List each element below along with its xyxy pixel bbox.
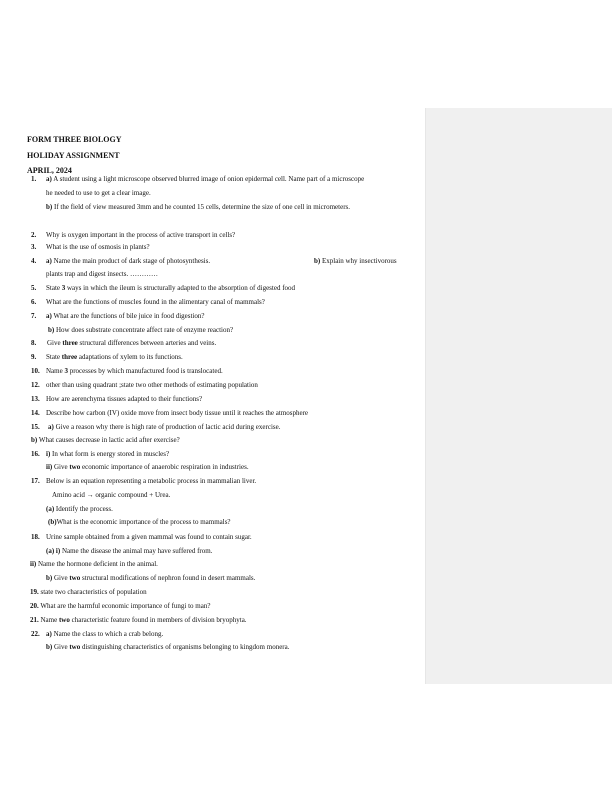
question-line xyxy=(48,518,231,527)
question-text: What causes decrease in lactic acid after exercise? xyxy=(37,436,180,444)
question-text: Name xyxy=(38,616,59,624)
bold-text: b) xyxy=(314,257,321,265)
question-line xyxy=(46,270,158,279)
question-number: 6. xyxy=(31,298,37,306)
question-line xyxy=(46,243,150,252)
question-number: 8. xyxy=(31,339,37,347)
question-number: 2. xyxy=(31,231,37,239)
bold-text: (b) xyxy=(48,518,57,526)
question-text: Give a reason why there is high rate of production of lactic acid during exercise. xyxy=(53,423,281,431)
question-line xyxy=(46,477,256,486)
question-text: What are the functions of muscles found in the alimentary canal of mammals? xyxy=(46,298,265,306)
bold-text: a) xyxy=(48,423,54,431)
question-number: 16. xyxy=(31,450,40,458)
question-number: 17. xyxy=(31,477,40,485)
bold-text: (a) i) xyxy=(46,547,61,555)
question-text: Identify the process. xyxy=(54,505,113,513)
question-line xyxy=(314,257,397,266)
question-number: 4. xyxy=(31,257,37,265)
question-line xyxy=(30,616,247,625)
question-line xyxy=(31,436,180,445)
question-text: What are the functions of bile juice in food digestion? xyxy=(51,312,205,320)
question-line xyxy=(46,463,249,472)
bold-text: b) xyxy=(46,643,53,651)
question-line xyxy=(46,643,290,652)
question-text: What are the harmful economic importance of fungi to man? xyxy=(38,602,211,610)
question-line xyxy=(46,505,113,514)
document-title: FORM THREE BIOLOGY xyxy=(27,135,122,144)
question-text: other than using quadrant ;state two other methods of estimating population xyxy=(46,381,258,389)
document-subtitle: HOLIDAY ASSIGNMENT xyxy=(27,151,120,160)
bold-text: 20. xyxy=(30,602,39,610)
question-text: Name the disease the animal may have suffered from. xyxy=(60,547,213,555)
comments-margin-panel xyxy=(425,108,612,684)
bold-text: (a) xyxy=(46,505,55,513)
question-line xyxy=(46,630,163,639)
document-date: APRIL, 2024 xyxy=(27,166,72,175)
bold-text: b) xyxy=(46,574,53,582)
question-text: Give xyxy=(52,643,70,651)
question-text: Name xyxy=(46,367,65,375)
bold-text: two xyxy=(69,463,81,471)
bold-text: three xyxy=(62,339,78,347)
bold-text: a) xyxy=(46,257,52,265)
bold-text: 3 xyxy=(64,367,68,375)
question-line xyxy=(30,560,158,569)
bold-text: two xyxy=(58,616,70,624)
bold-text: a) xyxy=(46,175,52,183)
question-line xyxy=(46,450,169,459)
bold-text: ii) xyxy=(30,560,37,568)
question-line xyxy=(46,298,265,307)
question-number: 13. xyxy=(31,395,40,403)
question-line xyxy=(46,353,183,362)
question-text: How does substrate concentrate affect rate of enzyme reaction? xyxy=(54,326,234,334)
question-text: How are aerenchyma tissues adapted to their functions? xyxy=(46,395,203,403)
bold-text: two xyxy=(69,643,81,651)
question-line xyxy=(30,588,147,597)
question-text: Why is oxygen important in the process of active transport in cells? xyxy=(46,231,236,239)
question-text: economic importance of anaerobic respiration in industries. xyxy=(80,463,249,471)
question-line xyxy=(46,395,202,404)
question-text: Give xyxy=(52,463,70,471)
bold-text: b) xyxy=(31,436,38,444)
question-line xyxy=(46,312,205,321)
bold-text: 3 xyxy=(61,284,66,292)
question-text: characteristic feature found in members of division bryophyta. xyxy=(69,616,247,624)
question-line xyxy=(47,339,216,348)
question-number: 1. xyxy=(31,175,37,183)
question-text: State xyxy=(46,284,62,292)
question-text: he needed to use to get a clear image. xyxy=(46,189,151,197)
question-line xyxy=(48,326,233,335)
question-number: 3. xyxy=(31,243,37,251)
question-line xyxy=(30,602,210,611)
question-text: If the field of view measured 3mm and he counted 15 cells, determine the size of one cell in micrometers. xyxy=(52,203,351,211)
bold-text: 19. xyxy=(30,588,39,596)
question-text: structural modifications of nephron found in desert mammals. xyxy=(80,574,256,582)
question-text: Give xyxy=(52,574,70,582)
question-line xyxy=(52,491,170,500)
question-number: 7. xyxy=(31,312,37,320)
question-line xyxy=(46,231,235,240)
question-line xyxy=(46,381,258,390)
question-text: plants trap and digest insects. ………… xyxy=(46,270,158,278)
question-text: state two characteristics of population xyxy=(38,588,147,596)
question-text: Amino acid → organic compound + Urea. xyxy=(52,491,171,499)
question-text: Name the main product of dark stage of photosynthesis. xyxy=(51,257,211,265)
question-line xyxy=(46,533,252,542)
question-number: 14. xyxy=(31,409,40,417)
question-number: 22. xyxy=(31,630,40,638)
question-line xyxy=(46,409,308,418)
question-text: In what form is energy stored in muscles? xyxy=(50,450,170,458)
question-text: distinguishing characteristics of organisms belonging to kingdom monera. xyxy=(80,643,290,651)
bold-text: ii) xyxy=(46,463,53,471)
question-line xyxy=(46,574,255,583)
question-text: Name the class to which a crab belong. xyxy=(51,630,164,638)
question-number: 5. xyxy=(31,284,37,292)
question-text: ways in which the ileum is structurally adapted to the absorption of digested food xyxy=(65,284,296,292)
question-number: 9. xyxy=(31,353,37,361)
question-number: 15. xyxy=(31,423,40,431)
question-number: 12. xyxy=(31,381,40,389)
question-number: 10. xyxy=(31,367,40,375)
bold-text: three xyxy=(61,353,78,361)
bold-text: a) xyxy=(46,630,52,638)
question-line xyxy=(46,367,223,376)
question-line xyxy=(46,189,151,198)
question-line xyxy=(46,284,295,293)
bold-text: i) xyxy=(46,450,51,458)
question-line xyxy=(46,257,210,266)
question-line xyxy=(48,423,280,432)
question-text: Urine sample obtained from a given mammal was found to contain sugar. xyxy=(46,533,252,541)
question-text: Describe how carbon (IV) oxide move from insect body tissue until it reaches the atmosphere xyxy=(46,409,309,417)
question-text: Below is an equation representing a metabolic process in mammalian liver. xyxy=(46,477,257,485)
question-text: Explain why insectivorous xyxy=(320,257,397,265)
bold-text: 21. xyxy=(30,616,39,624)
bold-text: a) xyxy=(46,312,52,320)
question-text: Give xyxy=(47,339,63,347)
question-line xyxy=(46,203,350,212)
question-text: structural differences between arteries and veins. xyxy=(77,339,217,347)
question-text: What is the use of osmosis in plants? xyxy=(46,243,150,251)
question-text: State xyxy=(46,353,62,361)
question-text: adaptations of xylem to its functions. xyxy=(77,353,183,361)
bold-text: two xyxy=(69,574,81,582)
question-text: What is the economic importance of the process to mammals? xyxy=(56,518,231,526)
question-text: A student using a light microscope observed blurred image of onion epidermal cell. Name part of a microscope xyxy=(51,175,365,183)
bold-text: b) xyxy=(46,203,53,211)
question-number: 18. xyxy=(31,533,40,541)
question-text: Name the hormone deficient in the animal. xyxy=(36,560,158,568)
bold-text: b) xyxy=(48,326,55,334)
question-line xyxy=(46,175,364,184)
question-line xyxy=(46,547,212,556)
question-text: processes by which manufactured food is translocated. xyxy=(67,367,223,375)
